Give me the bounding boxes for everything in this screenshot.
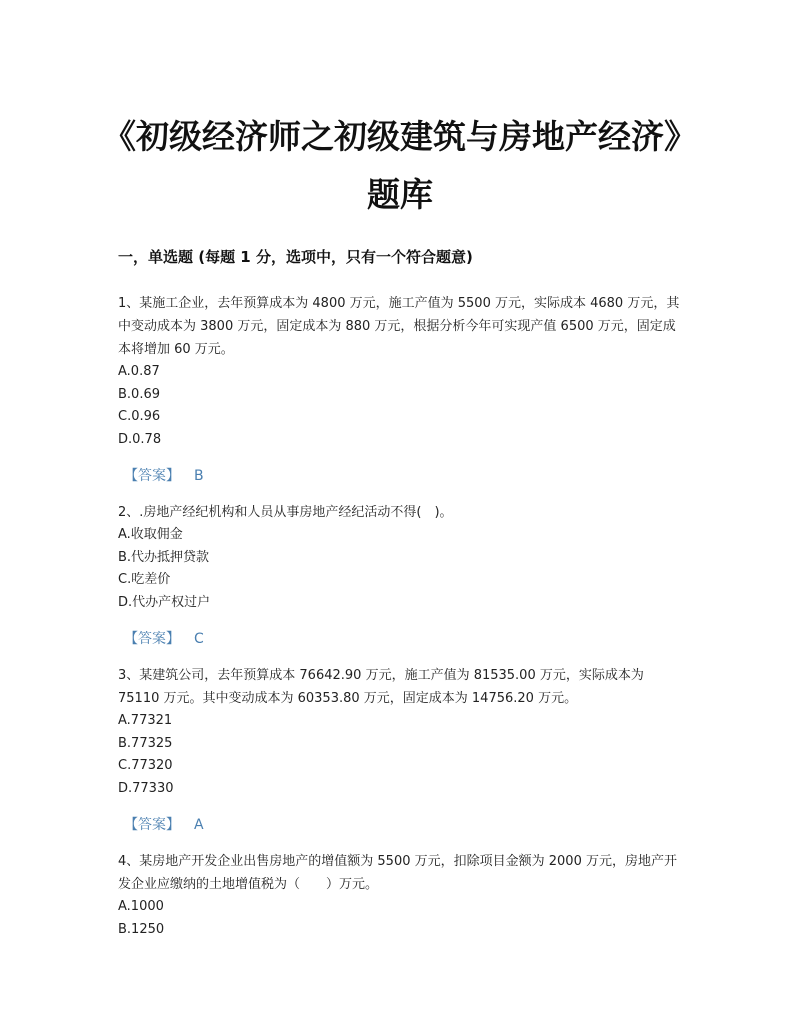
section-heading: 一，单选题 (每题 1 分，选项中，只有一个符合题意) <box>118 248 473 266</box>
question-stem: 3、某建筑公司，去年预算成本 76642.90 万元，施工产值为 81535.00 万元，实际成本为 75110 万元。其中变动成本为 60353.80 万元，固定成本为 14756.20 万元。 <box>118 668 644 706</box>
answer-value: C <box>194 631 204 647</box>
question-option: A.0.87 <box>118 364 160 379</box>
question-option: C.77320 <box>118 758 173 773</box>
question-stem: 2、.房地产经纪机构和人员从事房地产经纪活动不得( )。 <box>118 505 453 520</box>
answer-line <box>124 465 686 487</box>
question-option: B.代办抵押贷款 <box>118 549 210 565</box>
question-option: D.代办产权过户 <box>118 594 211 610</box>
question-option: B.1250 <box>118 921 165 937</box>
question-option: B.77325 <box>118 735 173 751</box>
question-option: A.1000 <box>118 899 164 914</box>
question-option: D.77330 <box>118 780 174 796</box>
question-list <box>118 292 686 941</box>
question-block <box>118 292 686 487</box>
answer-label: 【答案】 <box>124 631 180 647</box>
document-title: 《初级经济师之初级建筑与房地产经济》题库 <box>103 117 697 214</box>
question-stem: 1、某施工企业，去年预算成本为 4800 万元，施工产值为 5500 万元，实际成本 4680 万元，其中变动成本为 3800 万元，固定成本为 880 万元，根据分析今年可实现产值 6500 万元，固定成本将增加 60 万元。 <box>118 296 680 357</box>
question-option: A.77321 <box>118 713 173 728</box>
question-option: D.0.78 <box>118 431 162 447</box>
answer-label: 【答案】 <box>124 817 180 833</box>
question-option: C.0.96 <box>118 409 161 424</box>
question-block <box>118 664 686 836</box>
question-option: C.吃差价 <box>118 572 171 587</box>
question-block <box>118 850 686 941</box>
answer-value: A <box>194 817 204 833</box>
answer-label: 【答案】 <box>124 468 180 484</box>
question-option: B.0.69 <box>118 386 160 402</box>
answer-line <box>124 628 686 650</box>
question-block <box>118 501 686 650</box>
answer-value: B <box>194 468 204 484</box>
question-stem: 4、某房地产开发企业出售房地产的增值额为 5500 万元，扣除项目金额为 2000 万元，房地产开发企业应缴纳的土地增值税为（ ）万元。 <box>118 854 677 892</box>
question-option: A.收取佣金 <box>118 527 183 542</box>
answer-line <box>124 814 686 836</box>
